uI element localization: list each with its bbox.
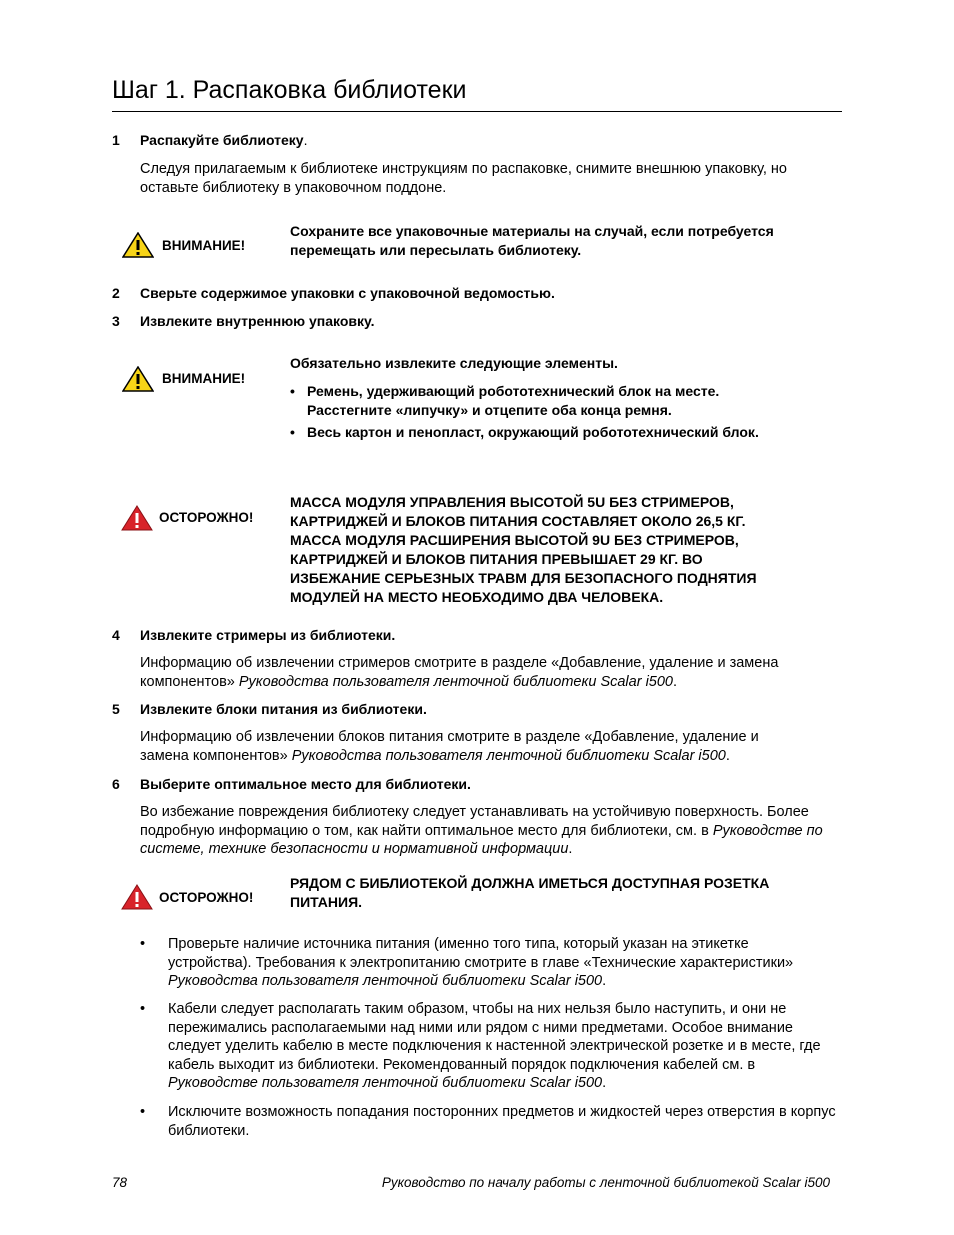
list-item-text: Проверьте наличие источника питания (именно того типа, который указан на этикетке устройства). Требования к электропитанию смотрите в главе «Технические характеристики» Руководства пользователя ленточной библиотеки Scalar i500.: [168, 936, 794, 989]
page-title: Шаг 1. Распаковка библиотеки: [112, 76, 467, 104]
step-title: Распакуйте библиотеку.: [140, 132, 308, 148]
step-number: 1: [112, 132, 120, 148]
title-rule: [112, 111, 842, 112]
bullet-icon: •: [290, 383, 295, 399]
notice-label: ОСТОРОЖНО!: [159, 510, 254, 525]
notice-text: МАССА МОДУЛЯ УПРАВЛЕНИЯ ВЫСОТОЙ 5U БЕЗ СТРИМЕРОВ, КАРТРИДЖЕЙ И БЛОКОВ ПИТАНИЯ СОСТАВЛЯЕТ ОКОЛО 26,5 КГ. МАССА МОДУЛЯ РАСШИРЕНИЯ ВЫСОТОЙ 9U БЕЗ СТРИМЕРОВ, КАРТРИДЖЕЙ И БЛОКОВ ПИТАНИЯ ПРЕВЫШАЕТ 29 КГ. ВО ИЗБЕЖАНИЕ СЕРЬЕЗНЫХ ТРАВМ ДЛЯ БЕЗОПАСНОГО ПОДНЯТИЯ МОДУЛЕЙ НА МЕСТО НЕОБХОДИМО ДВА ЧЕЛОВЕКА.: [290, 494, 757, 605]
notice-text: Обязательно извлеките следующие элементы.: [290, 355, 618, 371]
step-title: Извлеките блоки питания из библиотеки.: [140, 701, 427, 717]
step-paragraph: Информацию об извлечении стримеров смотрите в разделе «Добавление, удаление и замена компонентов» Руководства пользователя ленточной библиотеки Scalar i500.: [140, 655, 779, 690]
bullet-icon: •: [140, 1001, 146, 1017]
bullet-icon: •: [140, 1104, 146, 1120]
step-number: 2: [112, 285, 120, 301]
notice-bullet-text: Ремень, удерживающий робототехнический блок на месте. Расстегните «липучку» и отцепите оба конца ремня.: [307, 383, 720, 418]
caution-triangle-icon: [121, 505, 153, 531]
notice-label: ОСТОРОЖНО!: [159, 890, 254, 905]
caution-triangle-icon: [121, 884, 153, 910]
step-number: 6: [112, 776, 120, 792]
warning-triangle-icon: [122, 232, 154, 258]
notice-text: РЯДОМ С БИБЛИОТЕКОЙ ДОЛЖНА ИМЕТЬСЯ ДОСТУПНАЯ РОЗЕТКА ПИТАНИЯ.: [290, 875, 770, 910]
step-title: Извлеките стримеры из библиотеки.: [140, 627, 396, 643]
warning-triangle-icon: [122, 366, 154, 392]
step-paragraph: Следуя прилагаемым к библиотеке инструкциям по распаковке, снимите внешнюю упаковку, но оставьте библиотеку в упаковочном поддоне.: [140, 161, 787, 196]
notice-bullet-text: Весь картон и пенопласт, окружающий робототехнический блок.: [307, 424, 759, 440]
bullet-icon: •: [140, 936, 146, 952]
notice-text: Сохраните все упаковочные материалы на случай, если потребуется перемещать или пересылать библиотеку.: [290, 223, 774, 258]
step-number: 3: [112, 313, 120, 329]
page-number: 78: [112, 1175, 128, 1190]
step-paragraph: Во избежание повреждения библиотеку следует устанавливать на устойчивую поверхность. Более подробную информацию о том, как найти оптимальное место для библиотеки, см. в Руководстве по системе, технике безопасности и нормативной информации.: [140, 804, 823, 857]
step-number: 5: [112, 701, 120, 717]
notice-label: ВНИМАНИЕ!: [162, 238, 246, 253]
list-item-text: Исключите возможность попадания посторонних предметов и жидкостей через отверстия в корпус библиотеки.: [168, 1104, 836, 1139]
bullet-icon: •: [290, 424, 295, 440]
list-item-text: Кабели следует располагать таким образом, чтобы на них нельзя было наступить, и они не пережимались располагаемыми над ними или рядом с ними предметами. Особое внимание следует уделить кабелю в месте подключения к настенной электрической розетке и в месте, где кабель выходит из библиотеки. Рекомендованный порядок подключения кабелей см. в Руководстве пользователя ленточной библиотеки Scalar i500.: [168, 1001, 821, 1091]
notice-label: ВНИМАНИЕ!: [162, 371, 246, 386]
step-title: Извлеките внутреннюю упаковку.: [140, 313, 375, 329]
step-number: 4: [112, 627, 120, 643]
step-title: Сверьте содержимое упаковки с упаковочной ведомостью.: [140, 285, 555, 301]
step-title: Выберите оптимальное место для библиотеки.: [140, 776, 471, 792]
step-paragraph: Информацию об извлечении блоков питания смотрите в разделе «Добавление, удаление и замена компонентов» Руководства пользователя ленточной библиотеки Scalar i500.: [140, 729, 759, 764]
running-footer: Руководство по началу работы с ленточной библиотекой Scalar i500: [381, 1175, 830, 1190]
